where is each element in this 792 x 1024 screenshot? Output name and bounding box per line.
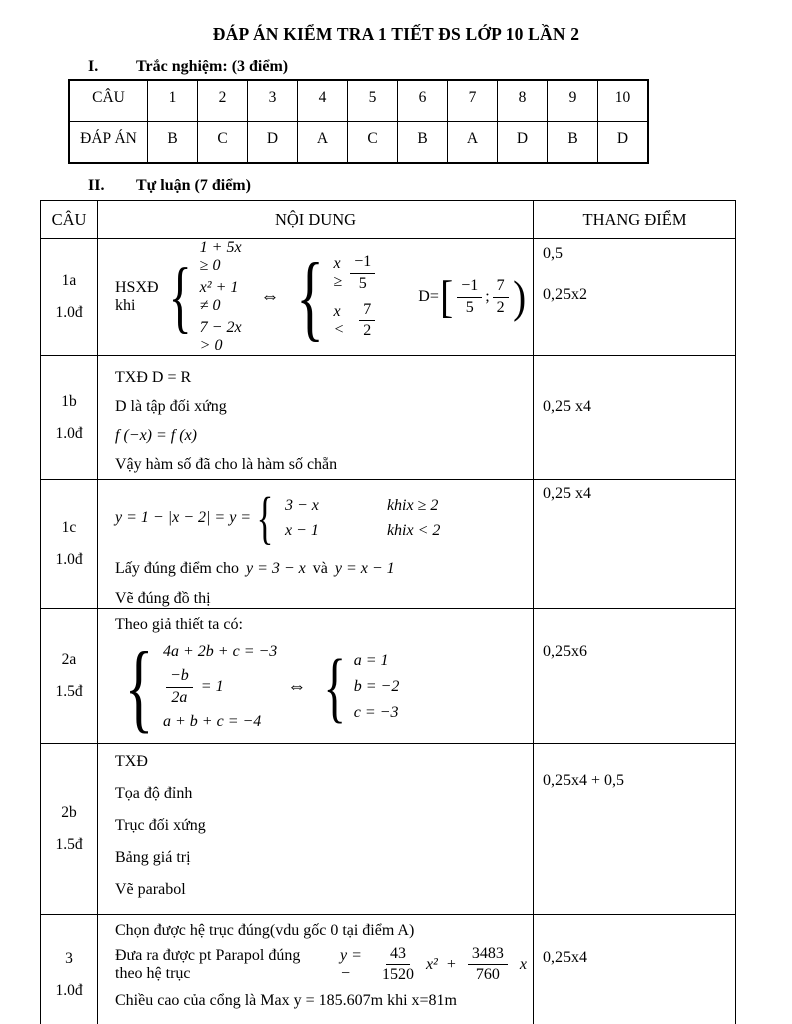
right-paren: ) xyxy=(512,271,526,322)
fraction xyxy=(493,277,509,317)
left-bracket: [ xyxy=(440,271,454,322)
case-grid xyxy=(285,497,440,540)
question-id: 3 xyxy=(65,949,73,967)
question-points: 1.5đ xyxy=(55,683,83,700)
content-line: Vẽ đúng đồ thị xyxy=(115,590,211,607)
system-line: 4a + 2b + c = −3 xyxy=(163,643,278,661)
given-system xyxy=(163,643,277,731)
domain-label: D= xyxy=(418,288,439,305)
equation: y = 3 − x xyxy=(245,560,306,577)
content-line: D là tập đối xứng xyxy=(115,398,227,415)
iff-arrow: ⇔ xyxy=(287,676,307,697)
solution-system xyxy=(354,652,400,722)
mc-question-row xyxy=(69,80,648,122)
mc-answer-row xyxy=(69,122,648,164)
score-value: 0,25 x4 xyxy=(543,398,591,415)
essay-row-1c xyxy=(41,480,736,609)
fraction-denominator: 1520 xyxy=(381,966,414,984)
content-line: Tọa độ đỉnh xyxy=(115,785,193,802)
mc-question-number: 5 xyxy=(348,80,398,122)
row-2a-lead: Theo giả thiết ta có: xyxy=(115,616,243,633)
fraction-denominator: 5 xyxy=(358,274,367,292)
condition-line: x² + 1 ≠ 0 xyxy=(199,279,239,314)
row-3-content-cell xyxy=(98,915,534,1024)
mc-answer: A xyxy=(298,122,348,164)
fraction-numerator: −b xyxy=(166,667,193,687)
fraction-denominator: 5 xyxy=(465,298,474,316)
score-value: 0,25x4 xyxy=(543,949,587,966)
mc-question-number: 1 xyxy=(148,80,198,122)
separator: ; xyxy=(485,288,490,305)
section-i-numeral: I. xyxy=(88,58,99,75)
plus-sign: + xyxy=(446,955,456,973)
essay-row-3 xyxy=(41,915,736,1024)
question-id: 1b xyxy=(61,392,77,410)
section-ii-heading-row xyxy=(88,177,792,195)
left-brace: { xyxy=(323,643,347,730)
mc-answer: B xyxy=(148,122,198,164)
row-1a-content-cell xyxy=(98,239,534,356)
mc-question-number: 9 xyxy=(548,80,598,122)
fraction xyxy=(382,945,414,985)
row-1a-id-cell xyxy=(41,239,98,356)
mc-question-number: 7 xyxy=(448,80,498,122)
question-id: 1c xyxy=(61,519,77,536)
fraction-numerator: 7 xyxy=(493,277,509,297)
equation-lead: y = 1 − |x − 2| = y = xyxy=(115,509,252,526)
mc-answer: C xyxy=(198,122,248,164)
mc-question-number: 8 xyxy=(498,80,548,122)
solution-line: b = −2 xyxy=(353,678,400,695)
inequality-lhs: x ≥ xyxy=(333,255,343,291)
fraction-denominator: 2a xyxy=(171,688,188,706)
hsxd-formula xyxy=(115,239,527,355)
row-1c-score-cell xyxy=(534,480,736,609)
row-2a-content-cell xyxy=(98,609,534,744)
fraction-numerator: 43 xyxy=(386,945,410,965)
content-line: Bảng giá trị xyxy=(115,849,191,866)
document-title: ĐÁP ÁN KIỂM TRA 1 TIẾT ĐS LỚP 10 LẦN 2 xyxy=(212,24,580,44)
row-3-line3: Chiều cao của cổng là Max y = 185.607m khi x=81m xyxy=(115,991,457,1009)
question-points: 1.0đ xyxy=(55,424,83,442)
essay-header-noidung: NỘI DUNG xyxy=(98,201,534,239)
fraction-denominator: 760 xyxy=(475,966,500,984)
domain-result xyxy=(418,271,527,322)
essay-header-cau: CÂU xyxy=(41,201,98,239)
mc-row1-label: CÂU xyxy=(69,80,148,122)
fraction xyxy=(166,667,193,707)
condition-system xyxy=(200,239,247,355)
row-1c-id-cell xyxy=(41,480,98,609)
mc-answer: D xyxy=(248,122,298,164)
fraction xyxy=(468,945,508,985)
mc-answer: B xyxy=(548,122,598,164)
case-condition: khix ≥ 2 xyxy=(386,496,439,514)
mc-question-number: 6 xyxy=(398,80,448,122)
system-line xyxy=(163,667,277,707)
mc-answer: A xyxy=(448,122,498,164)
condition-line: 7 − 2x > 0 xyxy=(199,319,242,354)
equation: y = x − 1 xyxy=(334,560,395,577)
fraction-numerator: −1 xyxy=(457,277,482,297)
score-value: 0,25x2 xyxy=(543,286,587,303)
mc-question-number: 2 xyxy=(198,80,248,122)
equation-system xyxy=(115,631,527,742)
essay-row-2b xyxy=(41,744,736,915)
fraction-denominator: 2 xyxy=(363,322,372,340)
row-2a-id-cell xyxy=(41,609,98,744)
content-line: TXĐ D = R xyxy=(115,369,192,386)
equation-rhs: = 1 xyxy=(200,678,224,695)
solution-line: a = 1 xyxy=(353,652,389,669)
case-expression: 3 − x xyxy=(284,496,319,514)
content-line: Vẽ parabol xyxy=(115,881,186,898)
question-id: 1a xyxy=(61,272,77,289)
x-term: x xyxy=(519,955,527,973)
piecewise-formula xyxy=(115,485,527,550)
multiple-choice-table xyxy=(68,79,649,164)
solution-line xyxy=(333,253,378,293)
left-brace: { xyxy=(168,253,192,341)
score-value: 0,25x6 xyxy=(543,643,587,660)
row-2b-lines xyxy=(115,744,527,899)
content-text: Lấy đúng điểm cho xyxy=(115,560,239,577)
solution-system xyxy=(333,253,378,341)
essay-header-thangdiem: THANG ĐIỂM xyxy=(534,201,736,239)
left-brace: { xyxy=(256,485,274,550)
row-1c-line2 xyxy=(115,560,527,578)
mc-question-number: 3 xyxy=(248,80,298,122)
fraction xyxy=(350,253,375,293)
content-text: và xyxy=(312,560,328,577)
question-points: 1.5đ xyxy=(55,836,83,853)
section-i-heading-row xyxy=(88,58,792,76)
inequality-lhs: x < xyxy=(333,302,345,338)
row-1b-content-cell xyxy=(98,356,534,480)
row-1b-score-cell xyxy=(534,356,736,480)
left-brace: { xyxy=(296,243,325,350)
mc-answer: D xyxy=(598,122,649,164)
row-1a-score-cell xyxy=(534,239,736,356)
question-id: 2b xyxy=(61,804,77,821)
equation-lead: y = − xyxy=(340,946,362,982)
row-1c-line3 xyxy=(115,590,527,608)
essay-row-2a xyxy=(41,609,736,744)
system-line: a + b + c = −4 xyxy=(163,712,262,730)
fraction-numerator: 7 xyxy=(359,301,375,321)
question-points: 1.0đ xyxy=(55,551,83,568)
mc-question-number: 4 xyxy=(298,80,348,122)
row-2b-score-cell xyxy=(534,744,736,915)
solution-line xyxy=(333,301,378,341)
mc-answer: D xyxy=(498,122,548,164)
mc-answer: C xyxy=(348,122,398,164)
section-i-heading: Trắc nghiệm: (3 điểm) xyxy=(136,58,289,75)
essay-row-1b xyxy=(41,356,736,480)
fraction-denominator: 2 xyxy=(496,298,505,316)
content-line-math: f (−x) = f (x) xyxy=(115,427,197,444)
fraction-numerator: −1 xyxy=(350,253,375,273)
score-value: 0,5 xyxy=(543,245,563,262)
score-value: 0,25 x4 xyxy=(543,485,591,502)
row-3-line1: Chọn được hệ trục đúng(vdu gốc 0 tại điểm A) xyxy=(115,922,415,939)
row-1b-id-cell xyxy=(41,356,98,480)
content-line: Vậy hàm số đã cho là hàm số chẵn xyxy=(115,456,338,473)
left-brace: { xyxy=(124,631,154,742)
fraction xyxy=(457,277,482,317)
mc-question-number: 10 xyxy=(598,80,649,122)
question-points: 1.0đ xyxy=(55,304,83,321)
essay-row-1a xyxy=(41,239,736,356)
hsxd-lead: HSXĐ khi xyxy=(115,279,159,314)
section-ii-heading: Tự luận (7 điểm) xyxy=(136,177,251,194)
row-2b-id-cell xyxy=(41,744,98,915)
mc-answer: B xyxy=(398,122,448,164)
score-value: 0,25x4 + 0,5 xyxy=(543,772,625,789)
row-2b-content-cell xyxy=(98,744,534,915)
row-3-id-cell xyxy=(41,915,98,1024)
row-2a-score-cell xyxy=(534,609,736,744)
section-ii-numeral: II. xyxy=(88,177,105,194)
case-condition: khix < 2 xyxy=(386,521,441,539)
row-3-score-cell xyxy=(534,915,736,1024)
case-expression: x − 1 xyxy=(284,521,319,539)
solution-line: c = −3 xyxy=(353,704,399,721)
mc-row2-label: ĐÁP ÁN xyxy=(69,122,148,164)
essay-header-row xyxy=(41,201,736,239)
fraction xyxy=(359,301,375,341)
question-points: 1.0đ xyxy=(55,981,83,999)
x-squared-term: x² xyxy=(425,955,438,973)
parabola-equation-line xyxy=(115,945,527,985)
iff-arrow: ⇔ xyxy=(260,286,280,307)
essay-rubric-table xyxy=(40,200,736,1024)
content-line: Trục đối xứng xyxy=(115,817,206,834)
row-1c-content-cell xyxy=(98,480,534,609)
question-id: 2a xyxy=(61,651,77,668)
content-line: TXĐ xyxy=(115,753,148,770)
content-text: Đưa ra được pt Parapol đúng theo hệ trục xyxy=(115,946,301,982)
condition-line: 1 + 5x ≥ 0 xyxy=(199,239,242,274)
fraction-numerator: 3483 xyxy=(468,945,508,965)
row-1b-lines xyxy=(115,356,527,474)
